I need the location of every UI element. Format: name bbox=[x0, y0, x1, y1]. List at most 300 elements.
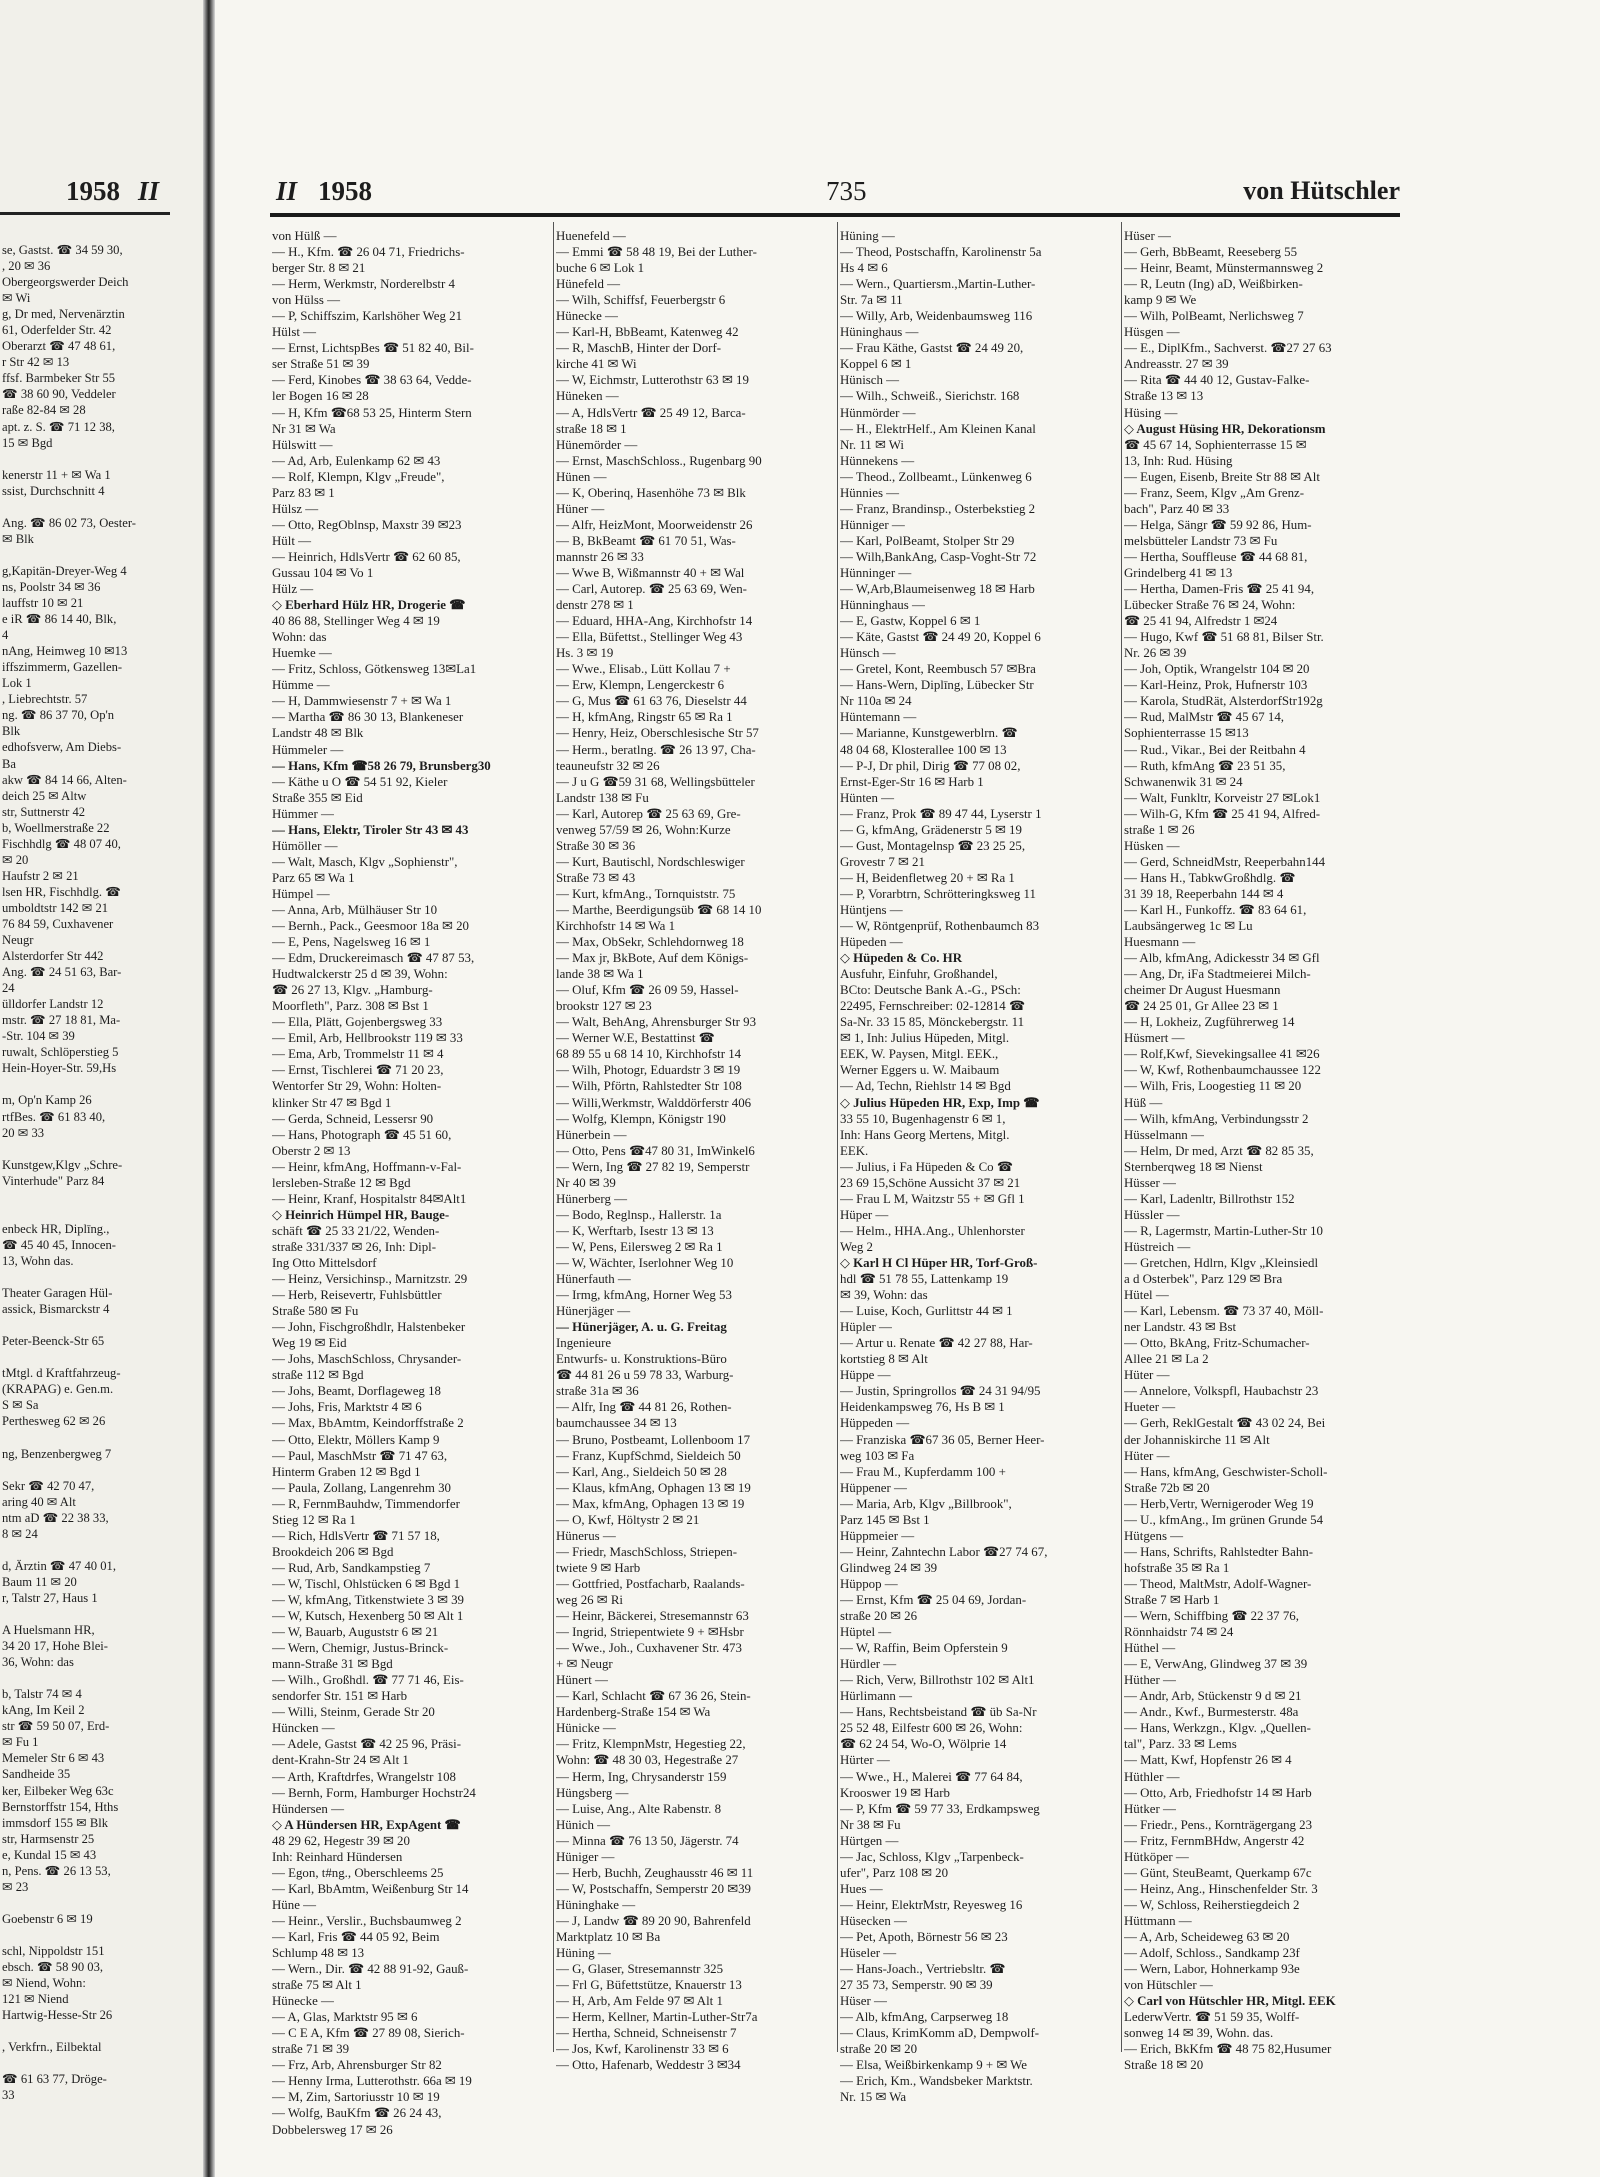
directory-entry-line: 13, Inh: Rud. Hüsing bbox=[1124, 453, 1233, 468]
directory-entry-line: — Wilh, Photogr, Eduardstr 3 ✉ 19 bbox=[556, 1063, 741, 1078]
directory-entry-line: — Jac, Schloss, Klgv „Tarpenbeck- bbox=[840, 1849, 1024, 1864]
directory-entry-line: ser Straße 51 ✉ 39 bbox=[272, 357, 370, 372]
directory-entry-line: Andreasstr. 27 ✉ 39 bbox=[1124, 357, 1229, 372]
left-page-line: aring 40 ✉ Alt bbox=[2, 1494, 76, 1509]
directory-entry-line: — W,Arb,Blaumeisenweg 18 ✉ Harb bbox=[840, 582, 1035, 597]
directory-entry-line: Hünicke — bbox=[556, 1721, 616, 1736]
directory-entry-line: — W, Wächter, Iserlohner Weg 10 bbox=[556, 1256, 734, 1270]
left-page-line: ülldorfer Landstr 12 bbox=[2, 997, 104, 1012]
directory-entry-line: — K, Oberinq, Hasenhöhe 73 ✉ Blk bbox=[556, 485, 746, 500]
directory-entry-line: — Henry, Heiz, Oberschlesische Str 57 bbox=[556, 726, 759, 741]
directory-entry-line: Sternberqweg 18 ✉ Nienst bbox=[1124, 1159, 1263, 1174]
directory-entry-line: Sa-Nr. 33 15 85, Mönckebergstr. 11 bbox=[840, 1015, 1025, 1030]
directory-entry-line: straße 331/337 ✉ 26, Inh: Dipl- bbox=[272, 1239, 437, 1254]
directory-entry-line: — Andr, Arb, Stückenstr 9 d ✉ 21 bbox=[1124, 1689, 1302, 1704]
directory-entry-line: — Carl, Autorep. ☎ 25 63 69, Wen- bbox=[556, 582, 747, 597]
directory-entry-line: + ✉ Neugr bbox=[556, 1657, 613, 1672]
directory-entry-line: — Wilh,BankAng, Casp-Voght-Str 72 bbox=[840, 549, 1037, 564]
directory-entry-line: teauneufstr 32 ✉ 26 bbox=[556, 758, 660, 773]
left-page-line: Oberarzt ☎ 47 48 61, bbox=[2, 339, 116, 354]
directory-entry-line: Huenefeld — bbox=[556, 229, 626, 243]
directory-entry-line: Hudtwalckerstr 25 d ✉ 39, Wohn: bbox=[272, 967, 448, 982]
directory-entry-line: — Herm, Ing, Chrysanderstr 159 bbox=[556, 1769, 727, 1784]
directory-entry-line: weg 103 ✉ Fa bbox=[840, 1448, 915, 1463]
directory-entry-line: 33 55 10, Bugenhagenstr 6 ✉ 1, bbox=[840, 1111, 1006, 1126]
directory-entry-line: — Gretel, Kont, Reembusch 57 ✉Bra bbox=[840, 662, 1036, 677]
directory-entry-line: Wentorfer Str 29, Wohn: Holten- bbox=[272, 1079, 442, 1094]
directory-entry-line: — Heinz, Versichinsp., Marnitzstr. 29 bbox=[272, 1272, 468, 1287]
directory-entry-line: Landstr 48 ✉ Blk bbox=[272, 726, 364, 741]
directory-entry-line: — W, Bauarb, Auguststr 6 ✉ 21 bbox=[272, 1625, 439, 1640]
left-page-line: Perthesweg 62 ✉ 26 bbox=[2, 1414, 106, 1429]
directory-entry-line: buche 6 ✉ Lok 1 bbox=[556, 261, 645, 276]
left-page-line: Hein-Hoyer-Str. 59,Hs bbox=[2, 1061, 117, 1076]
year-label: 1958 bbox=[318, 176, 372, 206]
left-page-line: m, Op'n Kamp 26 bbox=[2, 1093, 92, 1108]
directory-entry-line: Hüther — bbox=[1124, 1673, 1176, 1688]
directory-entry-line: — Herm., beratlng. ☎ 26 13 97, Cha- bbox=[556, 742, 756, 757]
directory-entry-line: Hümöller — bbox=[272, 838, 338, 853]
directory-entry-line: — Frau M., Kupferdamm 100 + bbox=[840, 1464, 1006, 1479]
directory-entry-line: — Karl, PolBeamt, Stolper Str 29 bbox=[840, 533, 1015, 548]
left-page-line: ng. ☎ 86 37 70, Op'n bbox=[2, 708, 115, 723]
directory-entry-line: lande 38 ✉ Wa 1 bbox=[556, 967, 644, 982]
directory-entry-line: — Heinrich, HdlsVertr ☎ 62 60 85, bbox=[272, 549, 461, 564]
left-page-line bbox=[2, 547, 198, 563]
directory-entry-line: ner Landstr. 43 ✉ Bst bbox=[1124, 1320, 1237, 1335]
directory-entry-line: kirche 41 ✉ Wi bbox=[556, 357, 637, 372]
directory-entry-line: straße 18 ✉ 1 bbox=[556, 421, 627, 436]
directory-entry-line: — P, Schiffszim, Karlshöher Weg 21 bbox=[272, 309, 463, 324]
directory-entry-line: Hünert — bbox=[556, 1673, 608, 1688]
directory-entry-line: Straße 355 ✉ Eid bbox=[272, 790, 363, 805]
directory-entry-line: dent-Krahn-Str 24 ✉ Alt 1 bbox=[272, 1753, 409, 1768]
left-page-line: 24 bbox=[2, 981, 15, 996]
directory-entry-line: bach", Parz 40 ✉ 33 bbox=[1124, 501, 1230, 516]
directory-entry-line: — Marthe, Beerdigungsüb ☎ 68 14 10 bbox=[556, 902, 762, 917]
directory-entry-line: — Franz, KupfSchmd, Sieldeich 50 bbox=[556, 1448, 741, 1463]
directory-entry-line: schäft ☎ 25 33 21/22, Wenden- bbox=[272, 1223, 440, 1238]
left-page-line: ✉ 23 bbox=[2, 1879, 29, 1894]
left-page-line: Theater Garagen Hül- bbox=[2, 1286, 113, 1301]
left-page-line: 76 84 59, Cuxhavener bbox=[2, 916, 114, 931]
directory-entry-line: — Ad, Techn, Riehlstr 14 ✉ Bgd bbox=[840, 1079, 1011, 1094]
directory-entry-line: Hünnekens — bbox=[840, 453, 915, 468]
directory-entry-line: Hueter — bbox=[1124, 1400, 1176, 1415]
directory-entry-line: — Hans-Joach., Vertriebsltr. ☎ bbox=[840, 1962, 1006, 1977]
book-gutter bbox=[203, 0, 215, 2177]
directory-entry-line: — W, Tischl, Ohlstücken 6 ✉ Bgd 1 bbox=[272, 1576, 461, 1591]
directory-entry-line: venweg 57/59 ✉ 26, Wohn:Kurze bbox=[556, 822, 731, 837]
left-page-line: ruwalt, Schlöperstieg 5 bbox=[2, 1045, 119, 1060]
directory-entry-line: — A, HdlsVertr ☎ 25 49 12, Barca- bbox=[556, 405, 746, 420]
directory-entry-line: — Ang, Dr, iFa Stadtmeierei Milch- bbox=[1124, 967, 1311, 982]
directory-entry-line: ◇ Heinrich Hümpel HR, Bauge- bbox=[272, 1207, 450, 1222]
directory-entry-line: — Johs, Fris, Marktstr 4 ✉ 6 bbox=[272, 1400, 422, 1415]
directory-entry-line: — Hans H., TabkwGroßhdlg. ☎ bbox=[1124, 870, 1296, 885]
directory-entry-line: Parz 65 ✉ Wa 1 bbox=[272, 870, 355, 885]
directory-entry-line: — Ad, Arb, Eulenkamp 62 ✉ 43 bbox=[272, 453, 441, 468]
directory-entry-line: — Andr., Kwf., Burmesterstr. 48a bbox=[1124, 1705, 1299, 1720]
directory-entry-line: — E, Pens, Nagelsweg 16 ✉ 1 bbox=[272, 935, 431, 950]
directory-column-3 bbox=[840, 228, 1118, 2105]
directory-entry-line: Hülsz — bbox=[272, 501, 319, 516]
directory-entry-line: Wohn: das bbox=[272, 630, 327, 645]
left-page-line: ✉ Niend, Wohn: bbox=[2, 1976, 86, 1991]
directory-entry-line: Inh: Reinhard Hündersen bbox=[272, 1849, 403, 1864]
directory-entry-line: Hülswitt — bbox=[272, 437, 333, 452]
left-page-line: d, Ärztin ☎ 47 40 01, bbox=[2, 1558, 116, 1573]
directory-entry-line: — Edm, Druckereimasch ☎ 47 87 53, bbox=[272, 951, 475, 966]
directory-entry-line: Hüttmann — bbox=[1124, 1913, 1192, 1928]
directory-entry-line: — Max, BbAmtm, Keindorffstraße 2 bbox=[272, 1416, 464, 1431]
directory-entry-line: ufer", Parz 108 ✉ 20 bbox=[840, 1865, 949, 1880]
directory-entry-line: Hümme — bbox=[272, 678, 330, 693]
left-page-line: raße 82-84 ✉ 28 bbox=[2, 403, 86, 418]
directory-entry-line: — Eduard, HHA-Ang, Kirchhofstr 14 bbox=[556, 614, 753, 629]
left-page-year: 1958 bbox=[66, 176, 120, 206]
directory-entry-line: Hüneken — bbox=[556, 389, 619, 404]
directory-entry-line: Nr. 15 ✉ Wa bbox=[840, 2090, 907, 2105]
left-page-line bbox=[2, 1542, 198, 1558]
directory-entry-line: Ingenieure bbox=[556, 1336, 612, 1351]
directory-entry-line: — O, Kwf, Höltystr 2 ✉ 21 bbox=[556, 1512, 700, 1527]
directory-entry-line: — Wwe., Elisab., Lütt Kollau 7 + bbox=[556, 662, 731, 677]
left-page-line: assick, Bismarckstr 4 bbox=[2, 1302, 110, 1317]
directory-entry-line: — W, kfmAng, Titkenstwiete 3 ✉ 39 bbox=[272, 1592, 464, 1607]
directory-entry-line: Hüper — bbox=[840, 1207, 889, 1222]
directory-entry-line: Ernst-Eger-Str 16 ✉ Harb 1 bbox=[840, 774, 984, 789]
directory-entry-line: Hüter — bbox=[1124, 1368, 1170, 1383]
left-page-line: Baum 11 ✉ 20 bbox=[2, 1574, 77, 1589]
directory-entry-line: — Frz, Arb, Ahrensburger Str 82 bbox=[272, 2058, 442, 2073]
directory-entry-line: Grovestr 7 ✉ 21 bbox=[840, 854, 925, 869]
directory-entry-line: EEK. bbox=[840, 1143, 869, 1158]
directory-entry-line: straße 20 ✉ 20 bbox=[840, 2042, 918, 2057]
directory-entry-line: ◇ Hüpeden & Co. HR bbox=[840, 951, 963, 966]
left-page-line bbox=[2, 1269, 198, 1285]
directory-entry-line: — Pet, Apoth, Börnestr 56 ✉ 23 bbox=[840, 1929, 1008, 1944]
directory-entry-line: melsbütteler Landstr 73 ✉ Fu bbox=[1124, 533, 1278, 548]
directory-entry-line: — Klaus, kfmAng, Ophagen 13 ✉ 19 bbox=[556, 1480, 751, 1495]
directory-entry-line: — Ema, Arb, Trommelstr 11 ✉ 4 bbox=[272, 1047, 444, 1062]
left-page-line: umboldtstr 142 ✉ 21 bbox=[2, 900, 109, 915]
left-page-line bbox=[2, 499, 198, 515]
directory-entry-line: — Gust, Montagelnsp ☎ 23 25 25, bbox=[840, 838, 1026, 853]
directory-entry-line: — Käthe u O ☎ 54 51 92, Kieler bbox=[272, 774, 448, 789]
directory-entry-line: — P, Kfm ☎ 59 77 33, Erdkampsweg bbox=[840, 1801, 1040, 1816]
left-page-line: kAng, Im Keil 2 bbox=[2, 1703, 85, 1718]
page-number: 735 bbox=[826, 176, 867, 206]
directory-entry-line: — U., kfmAng., Im grünen Grunde 54 bbox=[1124, 1512, 1324, 1527]
directory-entry-line: — Maria, Arb, Klgv „Billbrook", bbox=[840, 1496, 1012, 1511]
directory-entry-line: — H, Beidenfletweg 20 + ✉ Ra 1 bbox=[840, 870, 1015, 885]
directory-entry-line: — Adolf, Schloss., Sandkamp 23f bbox=[1124, 1946, 1300, 1961]
left-page-line bbox=[2, 1349, 198, 1365]
left-page-line bbox=[2, 1462, 198, 1478]
directory-entry-line: — Kurt, Bautischl, Nordschleswiger bbox=[556, 854, 745, 869]
directory-entry-line: — Wwe., Joh., Cuxhavener Str. 473 bbox=[556, 1641, 742, 1656]
directory-entry-line: Dobbelersweg 17 ✉ 26 bbox=[272, 2122, 393, 2137]
directory-entry-line: — Karl, Ladenltr, Billrothstr 152 bbox=[1124, 1191, 1295, 1206]
directory-entry-line: Hinterm Graben 12 ✉ Bgd 1 bbox=[272, 1464, 421, 1479]
directory-entry-line: Werner Eggers u. W. Maibaum bbox=[840, 1063, 1000, 1078]
directory-entry-line: Nr. 26 ✉ 39 bbox=[1124, 646, 1187, 661]
directory-entry-line: — Rolf,Kwf, Sievekingsallee 41 ✉26 bbox=[1124, 1047, 1320, 1062]
directory-entry-line: — Hünerjäger, A. u. G. Freitag bbox=[556, 1320, 727, 1335]
directory-entry-line: Inh: Hans Georg Mertens, Mitgl. bbox=[840, 1127, 1010, 1142]
directory-entry-line: — Karl, Lebensm. ☎ 73 37 40, Möll- bbox=[1124, 1304, 1324, 1319]
left-page-line: ☎ 38 60 90, Veddeler bbox=[2, 387, 116, 402]
directory-entry-line: — Emmi ☎ 58 48 19, Bei der Luther- bbox=[556, 245, 757, 260]
directory-entry-line: — Wern, Labor, Hohnerkamp 93e bbox=[1124, 1962, 1300, 1977]
directory-entry-line: — Heinr, Bäckerei, Stresemannstr 63 bbox=[556, 1609, 749, 1624]
directory-entry-line: — Wilh, PolBeamt, Nerlichsweg 7 bbox=[1124, 309, 1304, 324]
directory-entry-line: — Karl-Heinz, Prok, Hufnerstr 103 bbox=[1124, 678, 1308, 693]
directory-entry-line: — Hans, Rechtsbeistand ☎ üb Sa-Nr bbox=[840, 1705, 1037, 1720]
directory-entry-line: — W, Kutsch, Hexenberg 50 ✉ Alt 1 bbox=[272, 1609, 464, 1624]
left-page-line: Sandheide 35 bbox=[2, 1767, 71, 1782]
left-page-line: 121 ✉ Niend bbox=[2, 1992, 69, 2007]
directory-entry-line: — Bernh, Form, Hamburger Hochstr24 bbox=[272, 1785, 476, 1800]
directory-entry-line: — G, Mus ☎ 61 63 76, Dieselstr 44 bbox=[556, 694, 747, 709]
left-page-line: Bernstorffstr 154, Hths bbox=[2, 1799, 119, 1814]
directory-entry-line: — Max, kfmAng, Ophagen 13 ✉ 19 bbox=[556, 1496, 745, 1511]
directory-entry-line: Laubsängerweg 1c ✉ Lu bbox=[1124, 919, 1253, 934]
directory-entry-line: Hüntemann — bbox=[840, 710, 917, 725]
directory-entry-line: — Heinr, Kranf, Hospitalstr 84✉Alt1 bbox=[272, 1191, 467, 1206]
directory-entry-line: — Alb, kfmAng, Carpserweg 18 bbox=[840, 2010, 1009, 2025]
directory-entry-line: Hünecke — bbox=[556, 309, 618, 324]
directory-column-4 bbox=[1124, 228, 1402, 2073]
left-page-line: str, Harmsenstr 25 bbox=[2, 1831, 95, 1846]
directory-entry-line: von Hülss — bbox=[272, 293, 341, 308]
directory-entry-line: — Hertha, Souffleuse ☎ 44 68 81, bbox=[1124, 549, 1308, 564]
left-page-line: ng, Benzenbergweg 7 bbox=[2, 1446, 112, 1461]
column-divider bbox=[837, 222, 838, 2052]
directory-entry-line: ✉ 39, Wohn: das bbox=[840, 1288, 928, 1303]
left-page-line: iffszimmerm, Gazellen- bbox=[2, 660, 123, 675]
directory-entry-line: von Hülß — bbox=[272, 229, 337, 243]
directory-entry-line: Rönnhaidstr 74 ✉ 24 bbox=[1124, 1625, 1234, 1640]
directory-entry-line: ☎ 26 27 13, Klgv. „Hamburg- bbox=[272, 983, 433, 998]
directory-entry-line: sonweg 14 ✉ 39, Wohn. das. bbox=[1124, 2026, 1274, 2041]
directory-entry-line: Hüß — bbox=[1124, 1095, 1163, 1110]
directory-entry-line: Hünmörder — bbox=[840, 405, 916, 420]
directory-entry-line: ◇ Julius Hüpeden HR, Exp, Imp ☎ bbox=[840, 1095, 1040, 1110]
left-page-line: Ba bbox=[2, 756, 16, 771]
left-page-line: g,Kapitän-Dreyer-Weg 4 bbox=[2, 563, 127, 578]
directory-entry-line: Nr 31 ✉ Wa bbox=[272, 421, 336, 436]
directory-entry-line: — Anna, Arb, Mülhäuser Str 10 bbox=[272, 902, 438, 917]
left-page-line: 8 ✉ 24 bbox=[2, 1526, 38, 1541]
directory-entry-line: — Ernst, Kfm ☎ 25 04 69, Jordan- bbox=[840, 1592, 1027, 1607]
directory-entry-line: Straße 580 ✉ Fu bbox=[272, 1304, 359, 1319]
directory-entry-line: — P, Vorarbtrn, Schrötteringksweg 11 bbox=[840, 886, 1036, 901]
left-page-line: b, Woellmerstraße 22 bbox=[2, 820, 110, 835]
left-page-line: Alsterdorfer Str 442 bbox=[2, 949, 104, 964]
directory-entry-line: Hülz — bbox=[272, 582, 314, 597]
left-page-line: Sekr ☎ 42 70 47, bbox=[2, 1478, 95, 1493]
left-page-line: str ☎ 59 50 07, Erd- bbox=[2, 1719, 110, 1734]
directory-entry-line: Hs 4 ✉ 6 bbox=[840, 261, 888, 276]
directory-entry-line: — Paula, Zollang, Langenrehm 30 bbox=[272, 1480, 451, 1495]
left-page-line: 61, Oderfelder Str. 42 bbox=[2, 323, 112, 338]
page-header bbox=[276, 176, 1400, 212]
left-page-line: Ang. ☎ 24 51 63, Bar- bbox=[2, 965, 122, 980]
directory-entry-line: Hüppe — bbox=[840, 1368, 891, 1383]
directory-entry-line: — Karl, Schlacht ☎ 67 36 26, Stein- bbox=[556, 1689, 751, 1704]
left-page-line: , Verkfrn., Eilbektal bbox=[2, 2040, 102, 2055]
directory-entry-line: — Hertha, Schneid, Schneisenstr 7 bbox=[556, 2026, 737, 2041]
left-page-line: A Huelsmann HR, bbox=[2, 1623, 95, 1638]
left-page-line: schl, Nippoldstr 151 bbox=[2, 1943, 105, 1958]
directory-entry-line: — Hans, Kfm ☎58 26 79, Brunsberg30 bbox=[272, 758, 491, 773]
directory-entry-line: mannstr 26 ✉ 33 bbox=[556, 549, 644, 564]
directory-entry-line: Ausfuhr, Einfuhr, Großhandel, bbox=[840, 967, 998, 982]
left-page-line bbox=[2, 1076, 198, 1092]
left-page-line: Peter-Beenck-Str 65 bbox=[2, 1334, 105, 1349]
directory-entry-line: — Rolf, Klempn, Klgv „Freude", bbox=[272, 469, 445, 484]
directory-entry-line: Hült — bbox=[272, 533, 312, 548]
directory-entry-line: — Frau L M, Waitzstr 55 + ✉ Gfl 1 bbox=[840, 1191, 1025, 1206]
directory-entry-line: — Rud, Arb, Sandkampstieg 7 bbox=[272, 1560, 431, 1575]
directory-entry-line: — Arth, Kraftdrfes, Wrangelstr 108 bbox=[272, 1769, 456, 1784]
left-page-line bbox=[2, 2023, 198, 2039]
directory-entry-line: — W, Postschaffn, Semperstr 20 ✉39 bbox=[556, 1881, 751, 1896]
left-page-line: Hartwig-Hesse-Str 26 bbox=[2, 2008, 113, 2023]
left-page-line: ebsch. ☎ 58 90 03, bbox=[2, 1960, 104, 1975]
directory-entry-line: Hümmer — bbox=[272, 806, 334, 821]
left-page-line: Blk bbox=[2, 724, 21, 739]
directory-entry-line: 48 29 62, Hegestr 39 ✉ 20 bbox=[272, 1833, 410, 1848]
directory-entry-line: — Emil, Arb, Hellbrookstr 119 ✉ 33 bbox=[272, 1031, 463, 1046]
left-page-section: II bbox=[138, 176, 160, 206]
left-page-line bbox=[2, 1141, 198, 1157]
left-page-line: n, Pens. ☎ 26 13 53, bbox=[2, 1863, 111, 1878]
directory-entry-line: — Justin, Springrollos ☎ 24 31 94/95 bbox=[840, 1384, 1041, 1399]
directory-entry-line: — E, Gastw, Koppel 6 ✉ 1 bbox=[840, 614, 981, 629]
directory-entry-line: Hünninghaus — bbox=[840, 598, 925, 613]
directory-entry-line: — Wern., Quartiersm.,Martin-Luther- bbox=[840, 277, 1036, 292]
directory-entry-line: Hündersen — bbox=[272, 1801, 344, 1816]
directory-entry-line: — Karl, Ang., Sieldeich 50 ✉ 28 bbox=[556, 1464, 727, 1479]
directory-entry-line: — Wwe., H., Malerei ☎ 77 64 84, bbox=[840, 1769, 1023, 1784]
directory-entry-line: Parz 145 ✉ Bst 1 bbox=[840, 1512, 930, 1527]
directory-entry-line: Hüpler — bbox=[840, 1320, 892, 1335]
directory-entry-line: — R, Lagermstr, Martin-Luther-Str 10 bbox=[1124, 1223, 1323, 1238]
directory-entry-line: Hünerbein — bbox=[556, 1127, 627, 1142]
directory-entry-line: Hütköper — bbox=[1124, 1849, 1189, 1864]
directory-entry-line: — Alb, kfmAng, Adickesstr 34 ✉ Gfl bbox=[1124, 951, 1320, 966]
directory-entry-line: — Fritz, FernmBHdw, Angerstr 42 bbox=[1124, 1833, 1305, 1848]
left-page-line: enbeck HR, Diplīng., bbox=[2, 1221, 110, 1236]
directory-entry-line: — H, Arb, Am Felde 97 ✉ Alt 1 bbox=[556, 1994, 723, 2009]
directory-entry-line: Straße 7 ✉ Harb 1 bbox=[1124, 1592, 1220, 1607]
directory-entry-line: Hüne — bbox=[272, 1897, 317, 1912]
directory-entry-line: — E, VerwAng, Glindweg 37 ✉ 39 bbox=[1124, 1657, 1308, 1672]
directory-entry-line: — Fritz, KlempnMstr, Hegestieg 22, bbox=[556, 1737, 746, 1752]
left-page-line: 36, Wohn: das bbox=[2, 1655, 74, 1670]
directory-entry-line: — Karl-H, BbBeamt, Katenweg 42 bbox=[556, 325, 739, 340]
directory-entry-line: kortstieg 8 ✉ Alt bbox=[840, 1352, 928, 1367]
left-page-line: ntm aD ☎ 22 38 33, bbox=[2, 1510, 109, 1525]
directory-entry-line: — Marianne, Kunstgewerblrn. ☎ bbox=[840, 726, 1018, 741]
left-page-line: Fischhdlg ☎ 48 07 40, bbox=[2, 836, 121, 851]
directory-entry-line: — Heinr, Beamt, Münstermannsweg 2 bbox=[1124, 261, 1324, 276]
directory-entry-line: — H, Kfm ☎68 53 25, Hinterm Stern bbox=[272, 405, 472, 420]
left-page-line: r, Talstr 27, Haus 1 bbox=[2, 1590, 98, 1605]
directory-entry-line: Straße 73 ✉ 43 bbox=[556, 870, 636, 885]
directory-entry-line: Hünerberg — bbox=[556, 1191, 627, 1206]
directory-entry-line: — Willy, Arb, Weidenbaumsweg 116 bbox=[840, 309, 1033, 324]
directory-entry-line: a d Osterbek", Parz 129 ✉ Bra bbox=[1124, 1272, 1283, 1287]
directory-entry-line: Hüpeden — bbox=[840, 935, 903, 950]
left-page-line: Lok 1 bbox=[2, 676, 32, 691]
directory-entry-line: — Helm., HHA.Ang., Uhlenhorster bbox=[840, 1223, 1025, 1238]
directory-entry-line: Hüter — bbox=[1124, 1448, 1170, 1463]
left-page-line: ker, Eilbeker Weg 63c bbox=[2, 1783, 114, 1798]
directory-entry-line: — Rich, Verw, Billrothstr 102 ✉ Alt1 bbox=[840, 1673, 1035, 1688]
directory-entry-line: Hünefeld — bbox=[556, 277, 621, 292]
left-page-line: 13, Wohn das. bbox=[2, 1253, 74, 1268]
directory-entry-line: — Karl, Autorep ☎ 25 63 69, Gre- bbox=[556, 806, 741, 821]
directory-entry-line: cheimer Dr August Huesmann bbox=[1124, 983, 1281, 998]
directory-entry-line: Hüsser — bbox=[1124, 1175, 1176, 1190]
directory-entry-line: 25 52 48, Eilfestr 600 ✉ 26, Wohn: bbox=[840, 1721, 1023, 1736]
left-page-line: ✉ Fu 1 bbox=[2, 1735, 39, 1750]
left-page-line: , Liebrechtstr. 57 bbox=[2, 692, 88, 707]
column-divider bbox=[1121, 222, 1122, 2052]
left-page-line: ns, Poolstr 34 ✉ 36 bbox=[2, 579, 101, 594]
directory-entry-line: Grindelberg 41 ✉ 13 bbox=[1124, 565, 1233, 580]
directory-entry-line: — Walt, BehAng, Ahrensburger Str 93 bbox=[556, 1015, 757, 1030]
directory-entry-line: — J u G ☎59 31 68, Wellingsbütteler bbox=[556, 774, 755, 789]
directory-entry-line: straße 75 ✉ Alt 1 bbox=[272, 1978, 362, 1993]
directory-entry-line: — Alfr, HeizMont, Moorweidenstr 26 bbox=[556, 517, 753, 532]
directory-entry-line: — Wilh-G, Kfm ☎ 25 41 94, Alfred- bbox=[1124, 806, 1321, 821]
directory-entry-line: Nr 40 ✉ 39 bbox=[556, 1175, 616, 1190]
directory-entry-line: — Walt, Masch, Klgv „Sophienstr", bbox=[272, 854, 458, 869]
directory-entry-line: straße 20 ✉ 26 bbox=[840, 1609, 918, 1624]
directory-entry-line: — Karl, BbAmtm, Weißenburg Str 14 bbox=[272, 1881, 469, 1896]
directory-entry-line: Kirchhofstr 14 ✉ Wa 1 bbox=[556, 919, 676, 934]
directory-entry-line: ☎ 45 67 14, Sophienterrasse 15 ✉ bbox=[1124, 437, 1307, 452]
directory-entry-line: Hüser — bbox=[1124, 229, 1171, 243]
directory-entry-line: — Hans, kfmAng, Geschwister-Scholl- bbox=[1124, 1464, 1328, 1479]
directory-entry-line: Str. 7a ✉ 11 bbox=[840, 293, 903, 308]
directory-entry-line: — Max, ObSekr, Schlehdornweg 18 bbox=[556, 935, 744, 950]
directory-entry-line: Hüning — bbox=[840, 229, 895, 243]
directory-entry-line: Nr 110a ✉ 24 bbox=[840, 694, 912, 709]
directory-entry-line: Hünerfauth — bbox=[556, 1272, 631, 1287]
left-page-line: Memeler Str 6 ✉ 43 bbox=[2, 1751, 105, 1766]
directory-entry-line: — W, Röntgenprüf, Rothenbaumch 83 bbox=[840, 919, 1040, 934]
left-page-line: immsdorf 155 ✉ Blk bbox=[2, 1815, 109, 1830]
left-page-line bbox=[2, 1670, 198, 1686]
directory-entry-line: — Jos, Kwf, Karolinenstr 33 ✉ 6 bbox=[556, 2042, 729, 2057]
directory-entry-line: Schwanenwik 31 ✉ 24 bbox=[1124, 774, 1243, 789]
directory-entry-line: Hünnies — bbox=[840, 485, 900, 500]
directory-entry-line: ◇ A Hündersen HR, ExpAgent ☎ bbox=[272, 1817, 461, 1832]
directory-entry-line: — H, Dammwiesenstr 7 + ✉ Wa 1 bbox=[272, 694, 452, 709]
left-page-line: tMtgl. d Kraftfahrzeug- bbox=[2, 1366, 121, 1381]
directory-entry-line: ☎ 44 81 26 u 59 78 33, Warburg- bbox=[556, 1368, 734, 1383]
directory-entry-line: Hs. 3 ✉ 19 bbox=[556, 646, 614, 661]
directory-entry-line: Hütgens — bbox=[1124, 1528, 1184, 1543]
directory-entry-line: Straße 30 ✉ 36 bbox=[556, 838, 636, 853]
directory-entry-line: twiete 9 ✉ Harb bbox=[556, 1560, 641, 1575]
